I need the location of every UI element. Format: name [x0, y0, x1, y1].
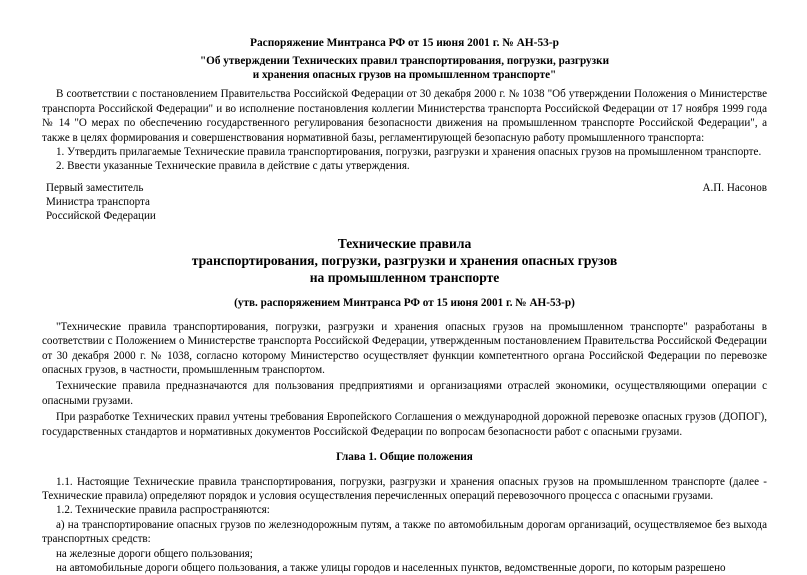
signature-block — [46, 181, 767, 224]
rules-intro-paragraph-2: Технические правила предназначаются для пользования предприятиями и организациями отраслей экономики, осуществляющими операции с опасными грузами. — [42, 380, 767, 407]
rules-intro-paragraph-1: "Технические правила транспортирования, погрузки, разгрузки и хранения опасных грузов на промышленном транспорте" разработаны в соответствии с Положением о Министерстве транспорта Российской Федерации, утвержденным постановлением Правительства Российской Федерации от 30 декабря 2000 г. № 1038, согласно которому Министерство осуществляет функции компетентного органа Российской Федерации по перевозке опасных грузов, в частности, промышленным транспортом. — [42, 320, 767, 377]
order-preamble: В соответствии с постановлением Правительства Российской Федерации от 30 декабря 2000 г. № 1038 "Об утверждении Положения о Министерстве транспорта Российской Федерации" и во исполнение постановления коллегии Министерства транспорта Российской Федерации от 17 ноября 1999 года № 14 "О мерах по обеспечению государственного регулирования безопасности движения на промышленном транспорте Российской Федерации", а также в целях формирования и совершенствования нормативной базы, регламентирующей безопасную работу промышленного транспорта: — [42, 88, 767, 144]
signatory-position — [46, 181, 156, 224]
signatory-position-line2: Министра транспорта — [46, 196, 150, 209]
rules-title — [42, 235, 767, 286]
rules-title-line3: на промышленном транспорте — [309, 270, 500, 286]
chapter-heading: Глава 1. Общие положения — [336, 451, 473, 464]
signatory-position-line3: Российской Федерации — [46, 210, 156, 223]
rules-title-line2: транспортирования, погрузки, разгрузки и хранения опасных грузов — [191, 253, 618, 269]
signatory-name: А.П. Насонов — [702, 181, 767, 194]
order-item-1: 1. Утвердить прилагаемые Технические правила транспортирования, погрузки, разгрузки и хранения опасных грузов на промышленном транспорте. — [56, 146, 762, 159]
clause-a: а) на транспортирование опасных грузов по железнодорожным путям, а также по автомобильным дорогам организаций, осуществляемое без выхода транспортных средств: — [42, 518, 767, 546]
order-item-2: 2. Ввести указанные Технические правила в действие с даты утверждения. — [56, 160, 410, 173]
order-subtitle — [42, 54, 767, 82]
order-title: Распоряжение Минтранса РФ от 15 июня 2001 г. № АН-53-р — [250, 37, 559, 49]
order-subtitle-line2: и хранения опасных грузов на промышленном транспорте" — [252, 69, 557, 82]
clause-roads: на автомобильные дороги общего пользования, а также улицы городов и населенных пунктов, ведомственные дороги, по которым разрешено — [56, 561, 726, 574]
order-subtitle-line1: "Об утверждении Технических правил транспортирования, погрузки, разгрузки — [199, 55, 610, 68]
rules-title-line1: Технические правила — [337, 236, 472, 252]
clause-1-2: 1.2. Технические правила распространяются: — [56, 504, 270, 517]
signatory-position-line1: Первый заместитель — [46, 181, 144, 194]
clause-1-1: 1.1. Настоящие Технические правила транспортирования, погрузки, разгрузки и хранения опасных грузов на промышленном транспорте (далее - Технические правила) определяют порядок и условия осуществления перечисленных операций перевозочного процесса с опасными грузами. — [42, 475, 767, 502]
rules-intro-paragraph-3: При разработке Технических правил учтены требования Европейского Соглашения о международной дорожной перевозке опасных грузов (ДОПОГ), государственных стандартов и нормативных документов Российской Федерации по вопросам безопасности работ с опасными грузами. — [42, 411, 767, 438]
rules-approval-note: (утв. распоряжением Минтранса РФ от 15 июня 2001 г. № АН-53-р) — [234, 297, 575, 310]
clause-rail: на железные дороги общего пользования; — [56, 547, 253, 560]
